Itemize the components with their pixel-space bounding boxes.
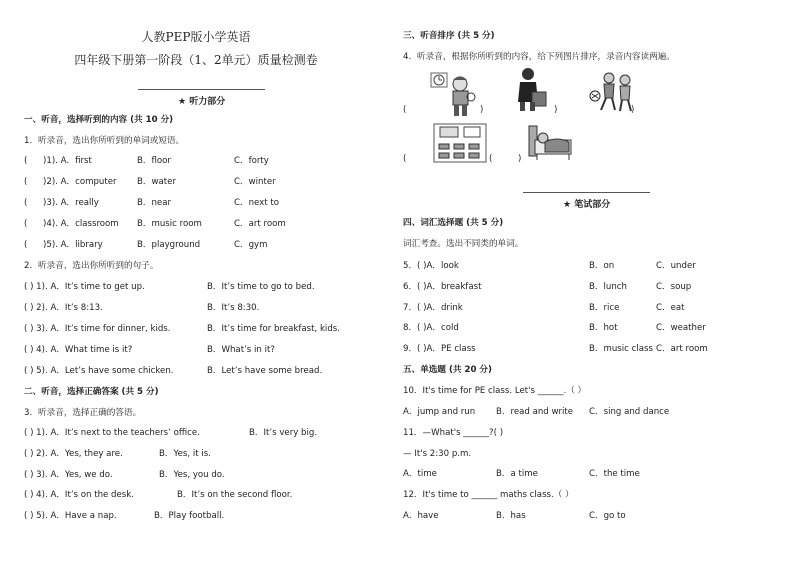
option-c: C．art room — [234, 219, 286, 229]
option-b: B．It’s 8:30. — [207, 303, 260, 313]
option-a: 5．( )A．look — [403, 261, 459, 271]
answer-paren-open[interactable]: ( — [403, 105, 407, 115]
doc-title-line2: 四年级下册第一阶段（1、2单元）质量检测卷 — [74, 53, 318, 67]
option-b: B．rice — [589, 303, 620, 313]
option-a: ( ) 3). A．It’s time for dinner, kids. — [24, 324, 171, 334]
option-b: B．Yes, it is. — [159, 449, 211, 459]
boy-clock-picture — [428, 70, 478, 118]
option-a: )2). A．computer — [43, 177, 117, 187]
option-c: C．soup — [656, 282, 692, 292]
part2-heading: 二、听音，选择正确答案 (共 5 分) — [24, 387, 159, 397]
option-a: ( ) 4). A．What time is it? — [24, 345, 133, 355]
option-a: )5). A．library — [43, 240, 103, 250]
bed-picture — [525, 122, 575, 162]
answer-paren-close[interactable]: ) — [518, 154, 522, 164]
option-b: B．It’s time to go to bed. — [207, 282, 315, 292]
answer-paren-close[interactable]: ) — [480, 105, 484, 115]
option-b: B．Play football. — [154, 511, 225, 521]
option-b: B．lunch — [589, 282, 627, 292]
q12-option-c: C．go to — [589, 511, 626, 521]
part1-heading: 一、听音，选择听到的内容 (共 10 分) — [24, 115, 174, 125]
listening-section-header — [178, 94, 225, 107]
answer-paren[interactable]: ( — [24, 240, 28, 250]
q10-option-a: A．jump and run — [403, 407, 476, 417]
q10-option-b: B．read and write — [496, 407, 574, 417]
listening-section-label: ★ 听力部分 — [178, 97, 226, 107]
option-c: C．winter — [234, 177, 276, 187]
option-a: 6．( )A．breakfast — [403, 282, 482, 292]
option-a: ( ) 3). A．Yes, we do. — [24, 470, 113, 480]
q2-intro: 2．听录音，选出你所听到的句子。 — [24, 261, 159, 271]
q11-option-b: B．a time — [496, 469, 538, 479]
option-a: ( ) 1). A．It’s time to get up. — [24, 282, 145, 292]
answer-paren-close[interactable]: ) — [554, 105, 558, 115]
option-b: B．water — [137, 177, 176, 187]
q11-option-c: C．the time — [589, 469, 640, 479]
option-c: C．eat — [656, 303, 685, 313]
option-b: B．It’s on the second floor. — [177, 490, 293, 500]
doc-title-line1: 人教PEP版小学英语 — [141, 30, 251, 44]
answer-paren-open[interactable]: ( — [403, 154, 407, 164]
option-b: B．Yes, you do. — [159, 470, 225, 480]
answer-paren[interactable]: ( — [24, 177, 28, 187]
option-c: C．art room — [656, 344, 708, 354]
option-a: 8．( )A．cold — [403, 323, 459, 333]
q1-intro: 1．听录音，选出你所听到的单词或短语。 — [24, 136, 185, 146]
answer-paren[interactable]: ( — [24, 198, 28, 208]
option-a: ( ) 5). A．Let’s have some chicken. — [24, 366, 174, 376]
football-picture — [585, 68, 637, 114]
q12-option-a: A．have — [403, 511, 439, 521]
q11-option-a: A．time — [403, 469, 437, 479]
option-b: B．near — [137, 198, 172, 208]
part4-heading: 四、词汇选择题 (共 5 分) — [403, 218, 504, 228]
option-c: C．under — [656, 261, 696, 271]
option-a: 9．( )A．PE class — [403, 344, 476, 354]
option-a: )3). A．really — [43, 198, 99, 208]
written-section-header — [563, 197, 610, 210]
answer-paren-open[interactable]: ( — [489, 154, 493, 164]
person-picture — [508, 66, 552, 112]
answer-paren-close[interactable]: ) — [631, 105, 635, 115]
part5-heading: 五、单选题 (共 20 分) — [403, 365, 492, 375]
option-b: B．It’s time for breakfast, kids. — [207, 324, 340, 334]
q11-reply: — It's 2:30 p.m. — [403, 449, 472, 459]
part4-intro: 词汇考查。选出不同类的单词。 — [403, 239, 524, 249]
q11-stem: 11．—What's ______?( ) — [403, 428, 504, 438]
written-section-label: ★ 笔试部分 — [563, 200, 611, 210]
option-b: B．music class — [589, 344, 653, 354]
option-b: B．floor — [137, 156, 171, 166]
option-a: ( ) 2). A．It’s 8:13. — [24, 303, 103, 313]
classroom-picture — [432, 122, 488, 164]
q12-option-b: B．has — [496, 511, 526, 521]
option-c: C．forty — [234, 156, 269, 166]
answer-paren[interactable]: ( — [24, 156, 28, 166]
option-b: B．It’s very big. — [249, 428, 318, 438]
option-c: C．weather — [656, 323, 706, 333]
option-c: C．gym — [234, 240, 268, 250]
answer-paren[interactable]: ( — [24, 219, 28, 229]
q3-intro: 3．听录音，选择正确的答语。 — [24, 408, 142, 418]
option-a: )1). A．first — [43, 156, 92, 166]
option-c: C．next to — [234, 198, 279, 208]
option-b: B．playground — [137, 240, 201, 250]
q12-stem: 12．It's time to ______ maths class.（ ） — [403, 490, 574, 500]
q10-option-c: C．sing and dance — [589, 407, 670, 417]
option-a: )4). A．classroom — [43, 219, 119, 229]
option-b: B．What’s in it? — [207, 345, 275, 355]
option-a: ( ) 4). A．It’s on the desk. — [24, 490, 134, 500]
option-b: B．hot — [589, 323, 618, 333]
option-b: B．Let’s have some bread. — [207, 366, 323, 376]
option-a: ( ) 5). A．Have a nap. — [24, 511, 117, 521]
part3-heading: 三、听音排序 (共 5 分) — [403, 31, 495, 41]
option-a: ( ) 2). A．Yes, they are. — [24, 449, 123, 459]
option-a: 7．( )A．drink — [403, 303, 463, 313]
option-a: ( ) 1). A．It’s next to the teachers’ office. — [24, 428, 200, 438]
option-b: B．music room — [137, 219, 202, 229]
q4-intro: 4．听录音，根据你所听到的内容，给下列图片排序，录音内容读两遍。 — [403, 52, 675, 62]
option-b: B．on — [589, 261, 615, 271]
q10-stem: 10．It's time for PE class. Let's ______.（ ） — [403, 386, 587, 396]
